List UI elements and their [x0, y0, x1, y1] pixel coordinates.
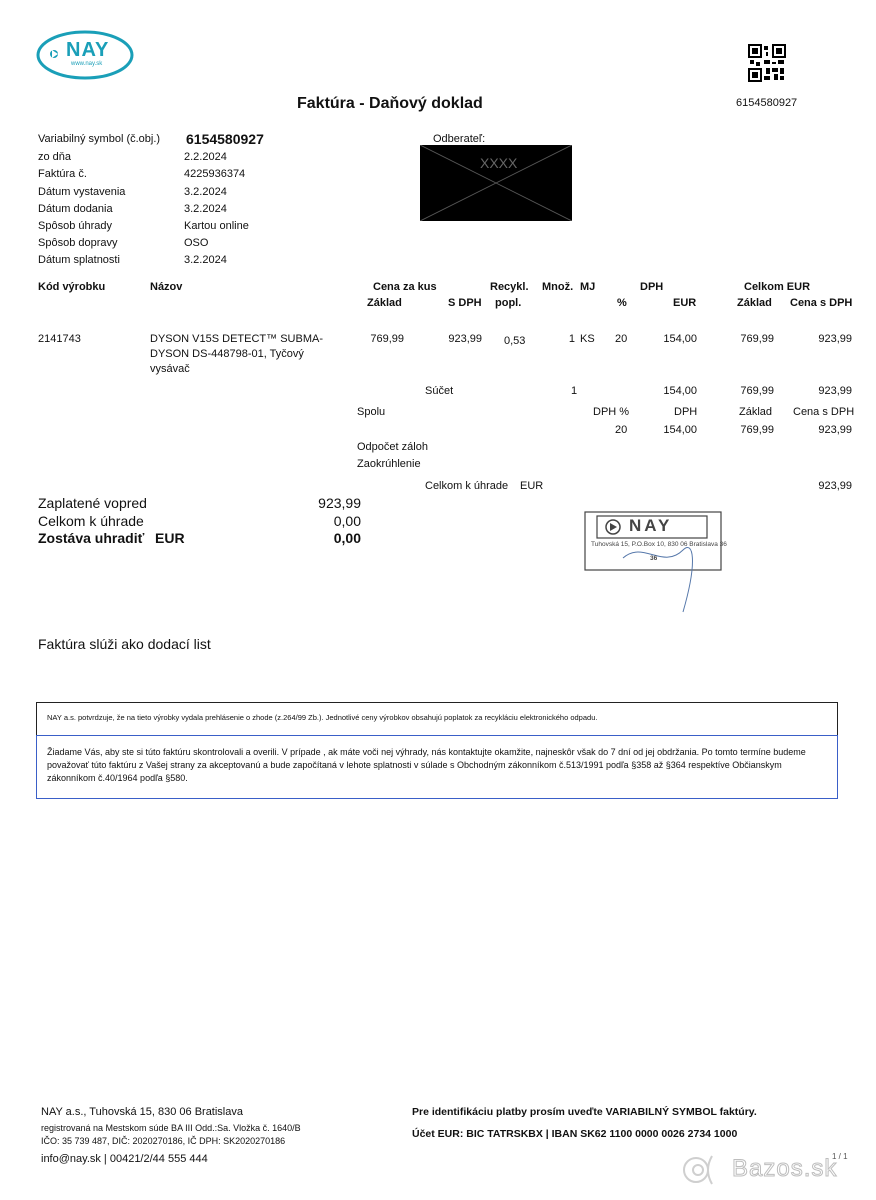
page-number: 1 / 1: [832, 1152, 848, 1161]
prepaid-label: Zaplatené vopred: [38, 495, 147, 511]
total-due-value: 0,00: [333, 513, 361, 529]
due-label: Celkom k úhrade: [425, 480, 509, 492]
sum-base: 769,99: [740, 385, 774, 397]
doc-number: 6154580927: [736, 97, 798, 109]
info-value: 3.2.2024: [184, 186, 227, 198]
stamp-logo-text: NAY: [629, 516, 673, 535]
info-value-vs: 6154580927: [186, 131, 264, 147]
total-due-label: Celkom k úhrade: [38, 513, 144, 529]
delivery-note: Faktúra slúži ako dodací list: [38, 636, 211, 652]
info-label: Spôsob úhrady: [38, 220, 112, 232]
stamp-number: 36: [650, 555, 658, 562]
info-label: Dátum splatnosti: [38, 254, 120, 266]
row-recycle: 0,53: [504, 335, 526, 347]
advance-label: Odpočet záloh: [357, 441, 428, 453]
row-vat-pct: 20: [615, 333, 628, 345]
customer-label: Odberateľ:: [433, 133, 486, 145]
remaining-currency: EUR: [155, 530, 185, 546]
spolu-h-base: Základ: [739, 406, 773, 418]
row-qty: 1: [568, 333, 575, 345]
bazos-watermark: [682, 1150, 862, 1190]
info-value: 4225936374: [184, 168, 246, 180]
nay-logo: [36, 30, 134, 80]
footer-payment-note: Pre identifikáciu platby prosím uveďte VARIABILNÝ SYMBOL faktúry.: [412, 1106, 757, 1118]
sum-total: 923,99: [818, 385, 852, 397]
sum-label: Súčet: [425, 385, 454, 397]
info-value: 3.2.2024: [184, 254, 227, 266]
th-recycle2: popl.: [495, 297, 522, 309]
stamp-address: Tuhovská 15, P.O.Box 10, 830 06 Bratislava 36: [591, 541, 727, 548]
remaining-label: Zostáva uhradiť: [38, 530, 145, 546]
row-code: 2141743: [38, 333, 81, 345]
qr-code: [748, 44, 786, 82]
th-vat: DPH: [640, 281, 664, 293]
info-label: zo dňa: [38, 151, 72, 163]
watermark-text: Bazos.sk: [732, 1155, 838, 1182]
customer-redaction: [420, 145, 572, 221]
logo-url: www.nay.sk: [71, 61, 103, 67]
info-value: 3.2.2024: [184, 203, 227, 215]
row-name-line2: DYSON DS-448798-01, Tyčový: [150, 348, 304, 360]
row-name-line1: DYSON V15S DETECT™ SUBMA-: [150, 333, 323, 345]
info-label: Dátum vystavenia: [38, 186, 126, 198]
spolu-h-total: Cena s DPH: [793, 406, 855, 418]
spolu-h-vat: DPH: [674, 406, 698, 418]
spolu-vat-pct: 20: [615, 424, 628, 436]
info-value: OSO: [184, 237, 209, 249]
row-vat-eur: 154,00: [663, 333, 697, 345]
spolu-label: Spolu: [357, 406, 386, 418]
prepaid-value: 923,99: [318, 495, 361, 511]
row-name-line3: vysávač: [150, 363, 190, 375]
page-title: Faktúra - Daňový doklad: [297, 95, 483, 112]
th-vat-eur: EUR: [673, 297, 697, 309]
th-price: Cena za kus: [373, 281, 437, 293]
company-stamp: [583, 510, 727, 615]
sum-vat: 154,00: [663, 385, 697, 397]
conformity-text: NAY a.s. potvrdzuje, že na tieto výrobky vydala prehlásenie o zhode (z.264/99 Zb.). Jednotlivé ceny výrobkov obsahujú poplatok za recykláciu elektronického odpadu.: [47, 713, 598, 722]
th-qty: Množ.: [542, 281, 574, 293]
info-value: Kartou online: [184, 220, 249, 232]
customer-mark: XXXX: [480, 155, 518, 171]
complaint-text: Žiadame Vás, aby ste si túto faktúru skontrolovali a overili. V prípade , ak máte voči nej výhrady, nás kontaktujte okamžite, najneskôr však do 7 dní od jej obdržania. Po tomto termíne budeme považovať túto faktúru z Vašej strany za akceptovanú a bude započítaná v lehote splatnosti v súlade s Obchodným zákonníkom č.513/1991 podľa §358 až §364 respektíve Občianskym zákonníkom č.40/1964 podľa §580.: [47, 747, 806, 783]
footer-ids: IČO: 35 739 487, DIČ: 2020270186, IČ DPH: SK2020270186: [41, 1136, 286, 1146]
th-code: Kód výrobku: [38, 281, 106, 293]
footer-contact: info@nay.sk | 00421/2/44 555 444: [41, 1153, 208, 1165]
spolu-base: 769,99: [740, 424, 774, 436]
row-price-base: 769,99: [370, 333, 404, 345]
footer-bank: Účet EUR: BIC TATRSKBX | IBAN SK62 1100 0000 0026 2734 1000: [412, 1128, 738, 1140]
info-label: Faktúra č.: [38, 168, 87, 180]
remaining-value: 0,00: [333, 530, 361, 546]
due-currency: EUR: [520, 480, 544, 492]
spolu-h-vat-pct: DPH %: [593, 406, 630, 418]
logo-text: NAY: [66, 39, 110, 61]
th-recycle: Recykl.: [490, 281, 529, 293]
info-label-vs: Variabilný symbol (č.obj.): [38, 133, 161, 145]
row-price-vat: 923,99: [448, 333, 482, 345]
rounding-label: Zaokrúhlenie: [357, 458, 421, 470]
th-vat-pct: %: [617, 297, 627, 309]
due-value: 923,99: [818, 480, 852, 492]
info-value: 2.2.2024: [184, 151, 227, 163]
spolu-vat: 154,00: [663, 424, 697, 436]
conformity-disclaimer: [36, 702, 838, 735]
row-total-vat: 923,99: [818, 333, 852, 345]
th-total: Celkom EUR: [744, 281, 811, 293]
info-label: Dátum dodania: [38, 203, 113, 215]
th-total-vat: Cena s DPH: [790, 297, 853, 309]
th-price-vat: S DPH: [448, 297, 482, 309]
th-name: Názov: [150, 281, 183, 293]
row-unit: KS: [580, 333, 595, 345]
th-unit: MJ: [580, 281, 596, 293]
sum-qty: 1: [571, 385, 578, 397]
th-price-base: Základ: [367, 297, 402, 309]
th-total-base: Základ: [737, 297, 772, 309]
spolu-total: 923,99: [818, 424, 852, 436]
footer-company: NAY a.s., Tuhovská 15, 830 06 Bratislava: [41, 1106, 243, 1118]
row-total-base: 769,99: [740, 333, 774, 345]
footer-registry: registrovaná na Mestskom súde BA III Odd.:Sa. Vložka č. 1640/B: [41, 1123, 301, 1133]
info-label: Spôsob dopravy: [38, 237, 118, 249]
complaint-disclaimer: [36, 735, 838, 799]
